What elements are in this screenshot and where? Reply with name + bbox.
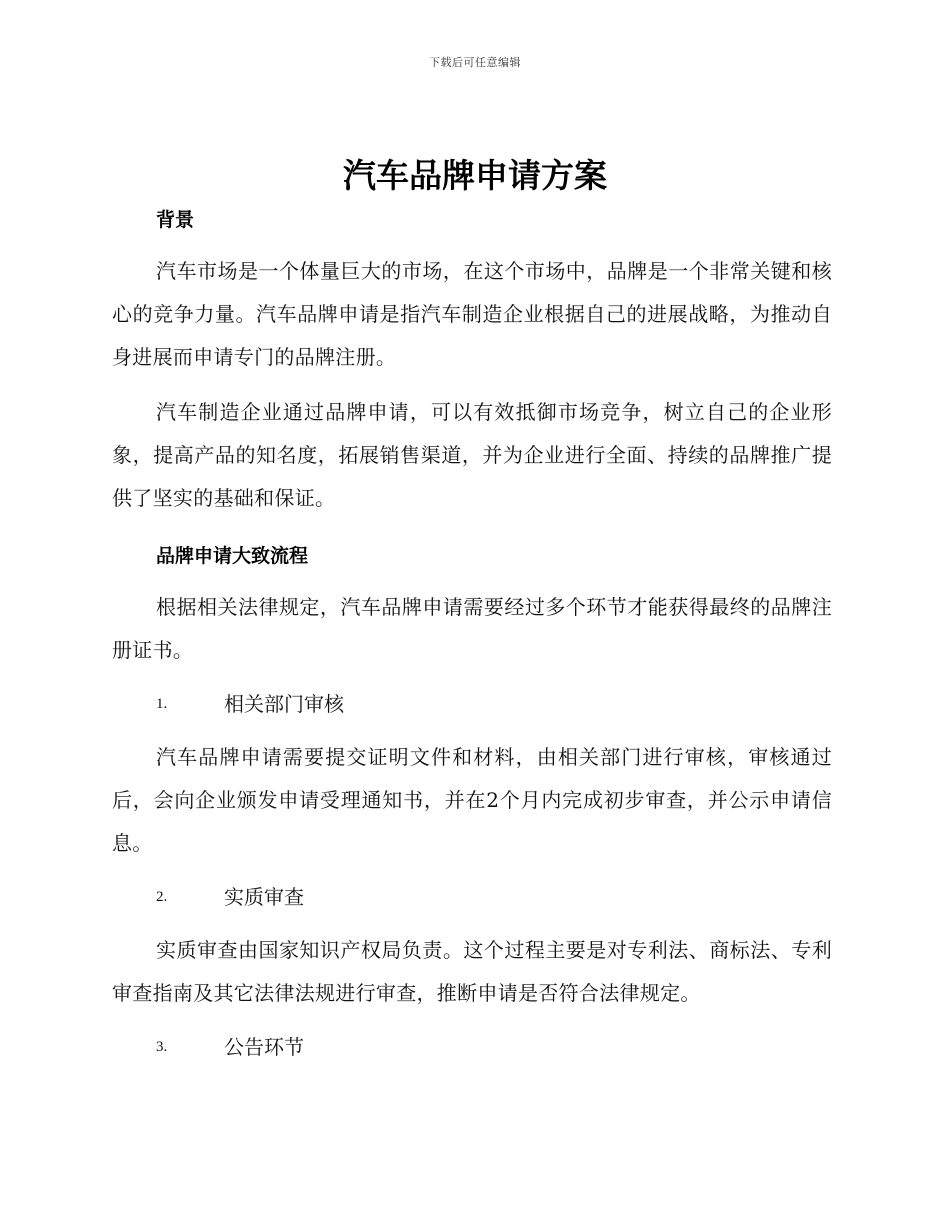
list-label: 实质审查 (224, 885, 304, 909)
list-label: 公告环节 (224, 1035, 304, 1059)
header-note: 下载后可任意编辑 (429, 56, 521, 69)
paragraph: 汽车市场是一个体量巨大的市场，在这个市场中，品牌是一个非常关键和核心的竞争力量。汽车品牌申请是指汽车制造企业根据自己的进展战略，为推动自身进展而申请专门的品牌注册。 (112, 259, 832, 369)
list-number: 2. (156, 889, 168, 905)
list-item (112, 1027, 832, 1067)
list-number: 1. (156, 696, 168, 712)
paragraph: 汽车制造企业通过品牌申请，可以有效抵御市场竞争，树立自己的企业形象，提高产品的知名度，拓展销售渠道，并为企业进行全面、持续的品牌推广提供了坚实的基础和保证。 (112, 400, 832, 510)
paragraph: 根据相关法律规定，汽车品牌申请需要经过多个环节才能获得最终的品牌注册证书。 (112, 595, 832, 662)
list-item (112, 877, 832, 917)
paragraph: 实质审查由国家知识产权局负责。这个过程主要是对专利法、商标法、专利审查指南及其它法律法规进行审查，推断申请是否符合法律规定。 (112, 938, 832, 1005)
page-title: 汽车品牌申请方案 (343, 156, 607, 195)
list-label: 相关部门审核 (224, 692, 344, 716)
document-body (112, 202, 832, 1067)
paragraph: 汽车品牌申请需要提交证明文件和材料，由相关部门进行审核，审核通过后，会向企业颁发申请受理通知书，并在2个月内完成初步审查，并公示申请信息。 (112, 745, 832, 855)
section-heading-process: 品牌申请大致流程 (156, 545, 309, 567)
list-item (112, 684, 832, 724)
list-number: 3. (156, 1039, 168, 1055)
section-heading-background: 背景 (156, 209, 195, 231)
